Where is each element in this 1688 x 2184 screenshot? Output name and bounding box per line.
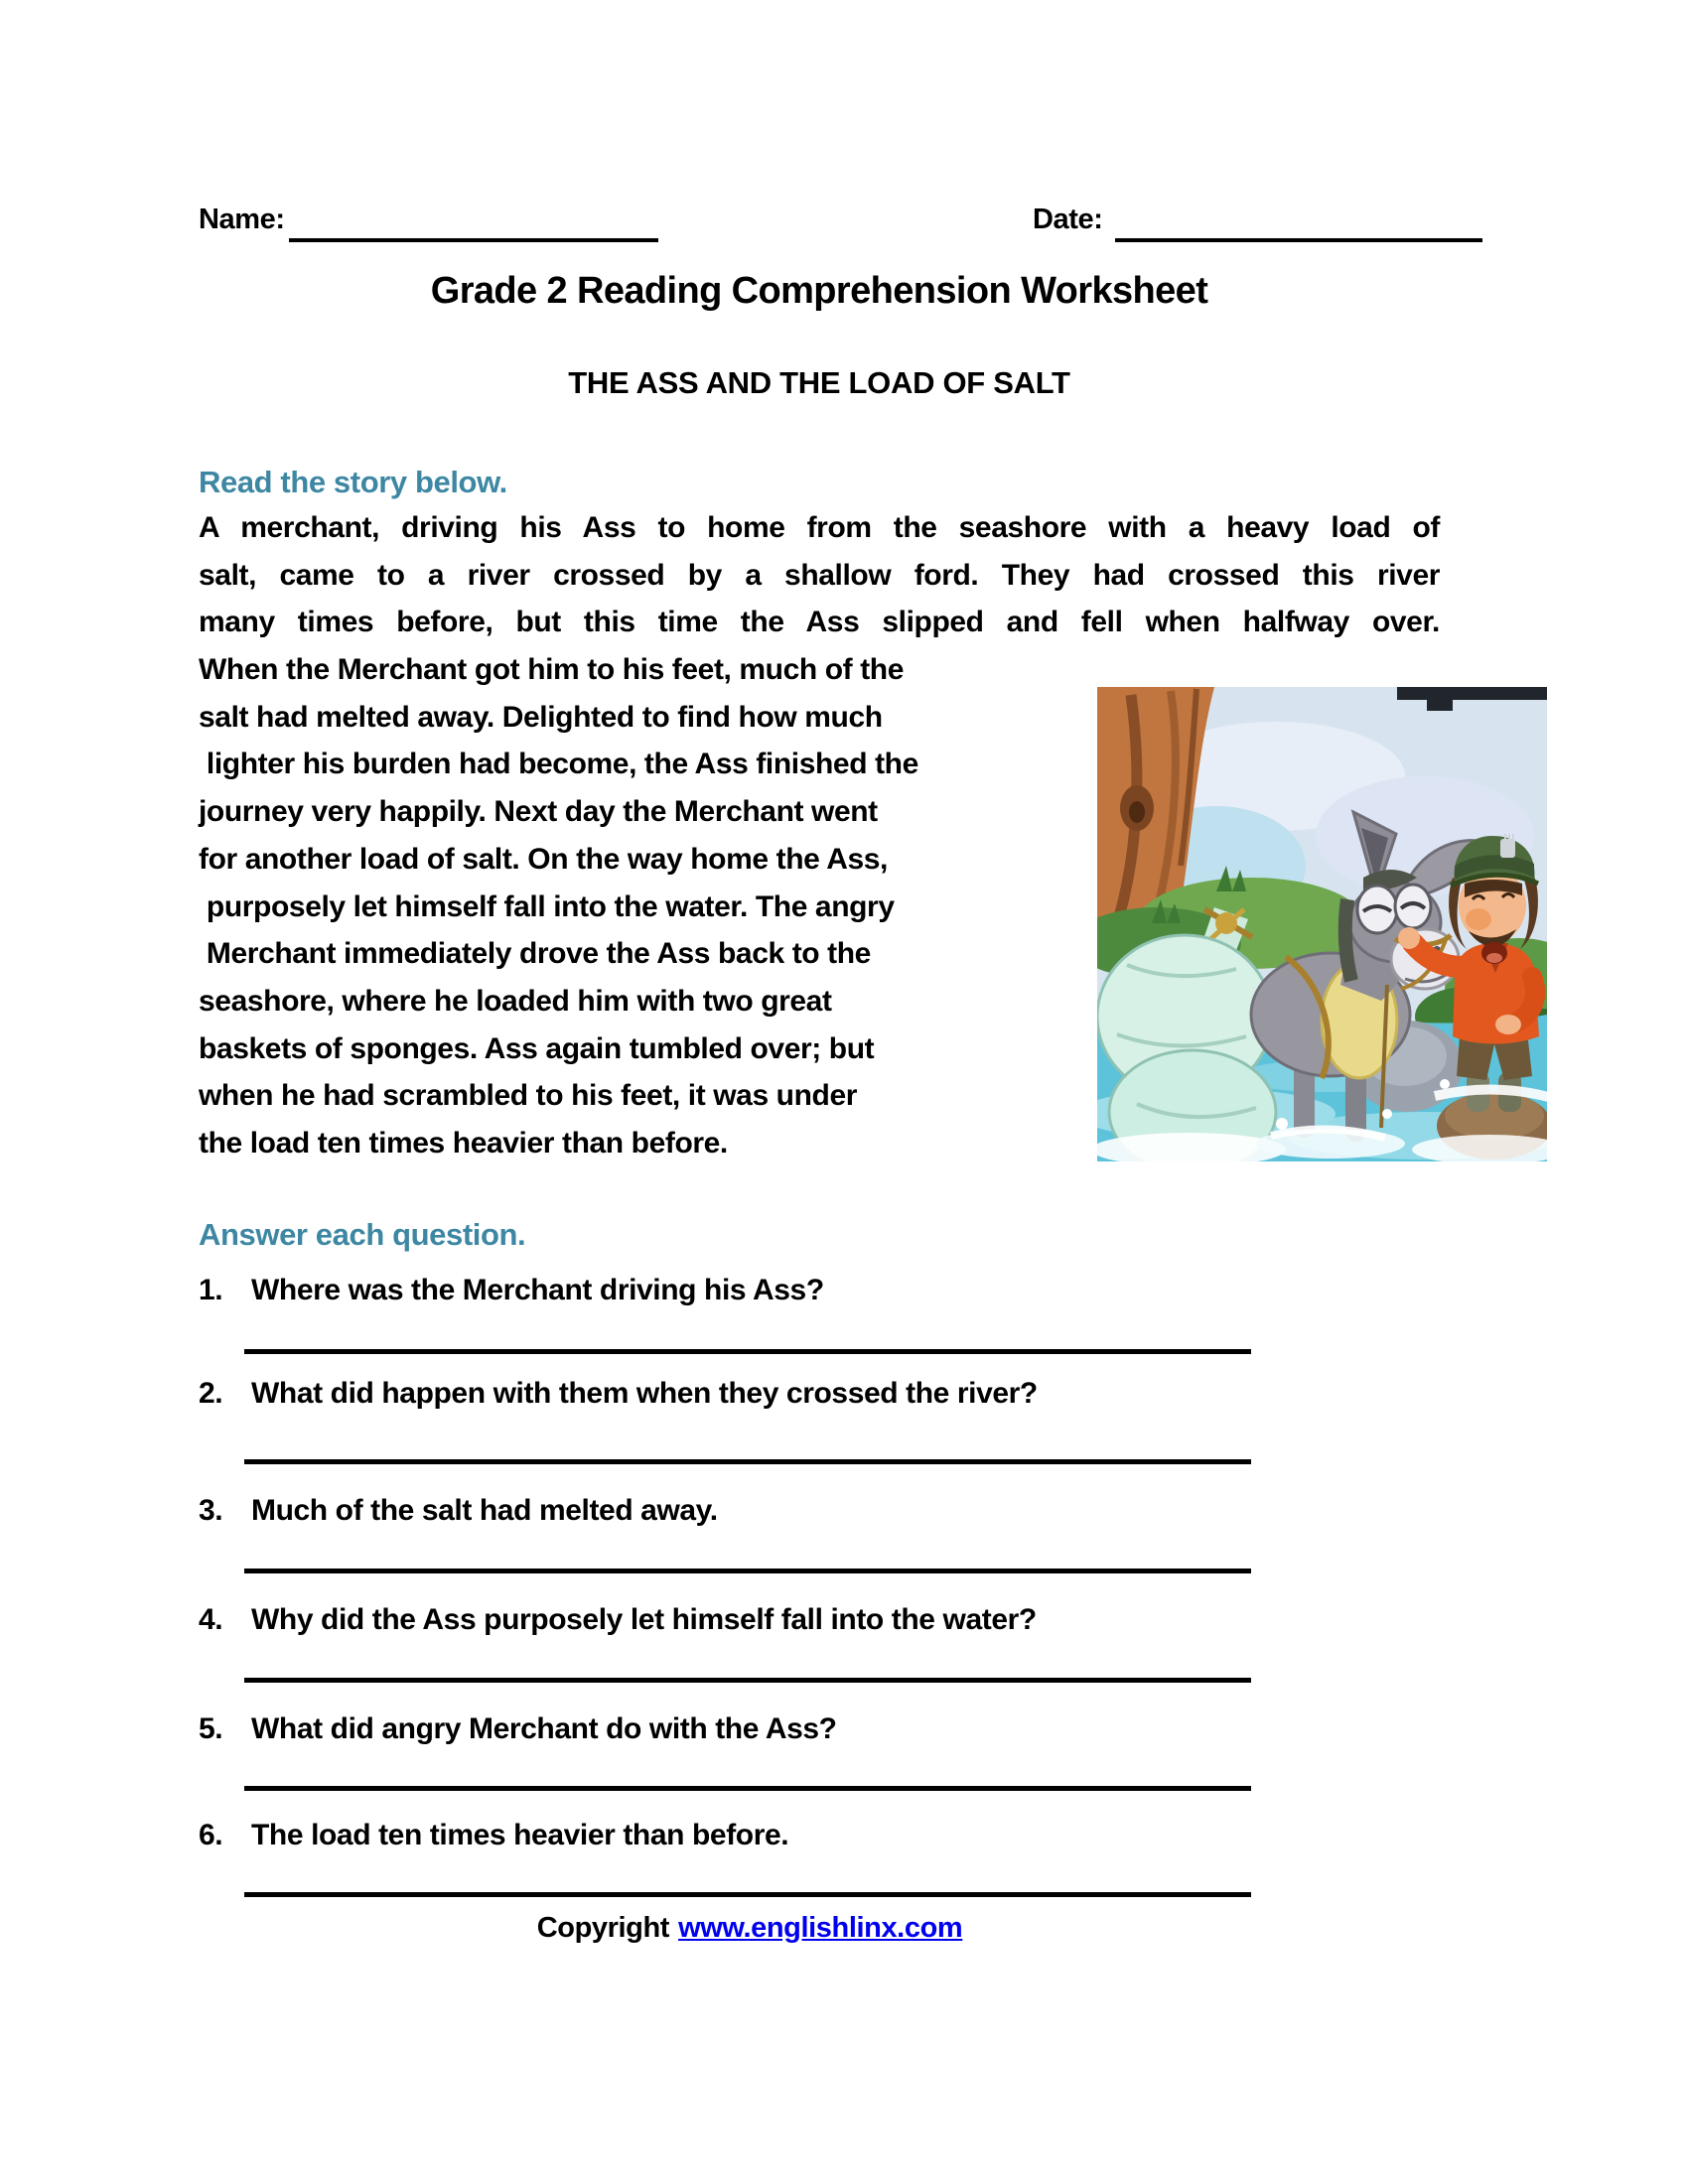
question-number: 4. <box>199 1603 223 1636</box>
question-text: Why did the Ass purposely let himself fall into the water? <box>251 1603 1037 1636</box>
question-number: 2. <box>199 1377 223 1410</box>
story-line: purposely let himself fall into the water. The angry <box>199 889 895 923</box>
answer-line-4 <box>244 1678 1251 1683</box>
story-line: salt had melted away. Delighted to find how much <box>199 700 883 734</box>
story-line: salt, came to a river crossed by a shallow ford. They had crossed this river <box>199 558 1440 592</box>
story-title: THE ASS AND THE LOAD OF SALT <box>568 365 1070 400</box>
story-line: the load ten times heavier than before. <box>199 1127 728 1160</box>
question-text: What did happen with them when they crossed the river? <box>251 1377 1038 1410</box>
story-line: many times before, but this time the Ass slipped and fell when halfway over. <box>199 606 1440 639</box>
story-paragraph-wrapped <box>199 646 1097 1167</box>
question-number: 6. <box>199 1819 223 1851</box>
copyright-link[interactable]: www.englishlinx.com <box>678 1912 963 1944</box>
question-2 <box>199 1376 1440 1412</box>
question-number: 5. <box>199 1712 223 1745</box>
story-line: Merchant immediately drove the Ass back to the <box>199 937 871 971</box>
date-blank-line <box>1115 238 1482 242</box>
question-text: The load ten times heavier than before. <box>251 1819 789 1851</box>
read-story-heading: Read the story below. <box>199 465 507 499</box>
question-text: What did angry Merchant do with the Ass? <box>251 1712 837 1745</box>
answer-line-5 <box>244 1786 1251 1791</box>
answer-line-2 <box>244 1459 1251 1464</box>
story-line: when he had scrambled to his feet, it was under <box>199 1079 858 1113</box>
question-text: Where was the Merchant driving his Ass? <box>251 1274 824 1306</box>
answer-line-1 <box>244 1349 1251 1354</box>
question-text: Much of the salt had melted away. <box>251 1494 718 1527</box>
question-number: 1. <box>199 1274 223 1306</box>
name-label: Name: <box>199 204 285 235</box>
question-number: 3. <box>199 1494 223 1527</box>
story-line: for another load of salt. On the way home the Ass, <box>199 842 888 876</box>
page-title: Grade 2 Reading Comprehension Worksheet <box>430 270 1208 312</box>
question-4 <box>199 1602 1440 1638</box>
story-line: baskets of sponges. Ass again tumbled over; but <box>199 1031 875 1065</box>
answer-line-3 <box>244 1569 1251 1573</box>
date-label: Date: <box>1033 204 1103 235</box>
answer-line-6 <box>244 1892 1251 1897</box>
copyright-label: Copyright <box>536 1912 670 1944</box>
story-paragraph-full-width <box>199 504 1440 646</box>
question-5 <box>199 1711 1440 1747</box>
story-line: journey very happily. Next day the Merchant went <box>199 795 878 829</box>
question-6 <box>199 1818 1440 1853</box>
question-3 <box>199 1493 1440 1529</box>
answer-questions-heading: Answer each question. <box>199 1217 526 1252</box>
story-line: A merchant, driving his Ass to home from the seashore with a heavy load of <box>199 511 1440 544</box>
story-illustration <box>1097 687 1547 1161</box>
name-blank-line <box>289 238 658 242</box>
story-line: lighter his burden had become, the Ass finished the <box>199 748 918 781</box>
story-line: seashore, where he loaded him with two great <box>199 984 832 1018</box>
question-1 <box>199 1273 1440 1308</box>
copyright <box>199 1912 1301 1945</box>
story-line: When the Merchant got him to his feet, much of the <box>199 653 905 686</box>
